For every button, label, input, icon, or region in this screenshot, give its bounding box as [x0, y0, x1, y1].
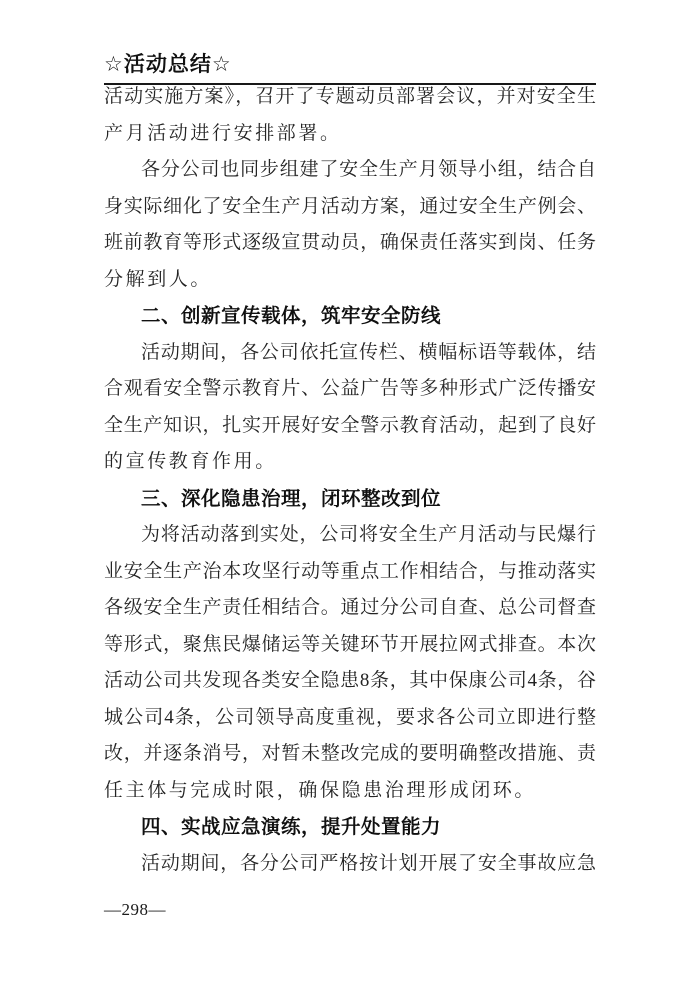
body-line: 业安全生产治本攻坚行动等重点工作相结合，与推动落实 [104, 560, 596, 582]
body-line: 等形式，聚焦民爆储运等关键环节开展拉网式排查。本次 [104, 633, 596, 655]
body-line: 各级安全生产责任相结合。通过分公司自查、总公司督查 [104, 597, 596, 618]
body-line: 各分公司也同步组建了安全生产月领导小组，结合自 [141, 159, 596, 180]
body-line: 任主体与完成时限，确保隐患治理形成闭环。 [104, 779, 537, 801]
body-line: 活动期间，各分公司严格按计划开展了安全事故应急 [141, 852, 596, 874]
body-line: 活动公司共发现各类安全隐患8条，其中保康公司4条，谷 [104, 670, 596, 691]
body-line: 活动期间，各公司依托宣传栏、横幅标语等载体，结 [141, 341, 596, 363]
section-heading-three: 三、深化隐患治理，闭环整改到位 [141, 487, 442, 510]
body-line: 身实际细化了安全生产月活动方案，通过安全生产例会、 [104, 195, 596, 217]
body-line: 活动实施方案》，召开了专题动员部署会议，并对安全生 [104, 86, 596, 107]
body-line: 为将活动落到实处，公司将安全生产月活动与民爆行 [141, 524, 596, 545]
body-line: 全生产知识，扎实开展好安全警示教育活动，起到了良好 [104, 414, 596, 436]
body-line: 产月活动进行安排部署。 [104, 122, 342, 144]
document-body [104, 79, 596, 882]
body-line: 合观看安全警示教育片、公益广告等多种形式广泛传播安 [104, 378, 596, 399]
page-number: —298— [104, 900, 166, 919]
body-line: 的宣传教育作用。 [104, 451, 277, 472]
body-line: 改，并逐条消号，对暂未整改完成的要明确整改措施、责 [104, 743, 596, 764]
section-heading-two: 二、创新宣传载体，筑牢安全防线 [141, 305, 442, 327]
body-line: 城公司4条，公司领导高度重视，要求各公司立即进行整 [104, 706, 596, 728]
page-header-title: ☆活动总结☆ [104, 53, 232, 76]
section-heading-four: 四、实战应急演练，提升处置能力 [141, 816, 442, 838]
page-footer [104, 896, 596, 924]
body-line: 班前教育等形式逐级宣贯动员，确保责任落实到岗、任务 [104, 232, 596, 253]
body-line: 分解到人。 [104, 268, 213, 290]
